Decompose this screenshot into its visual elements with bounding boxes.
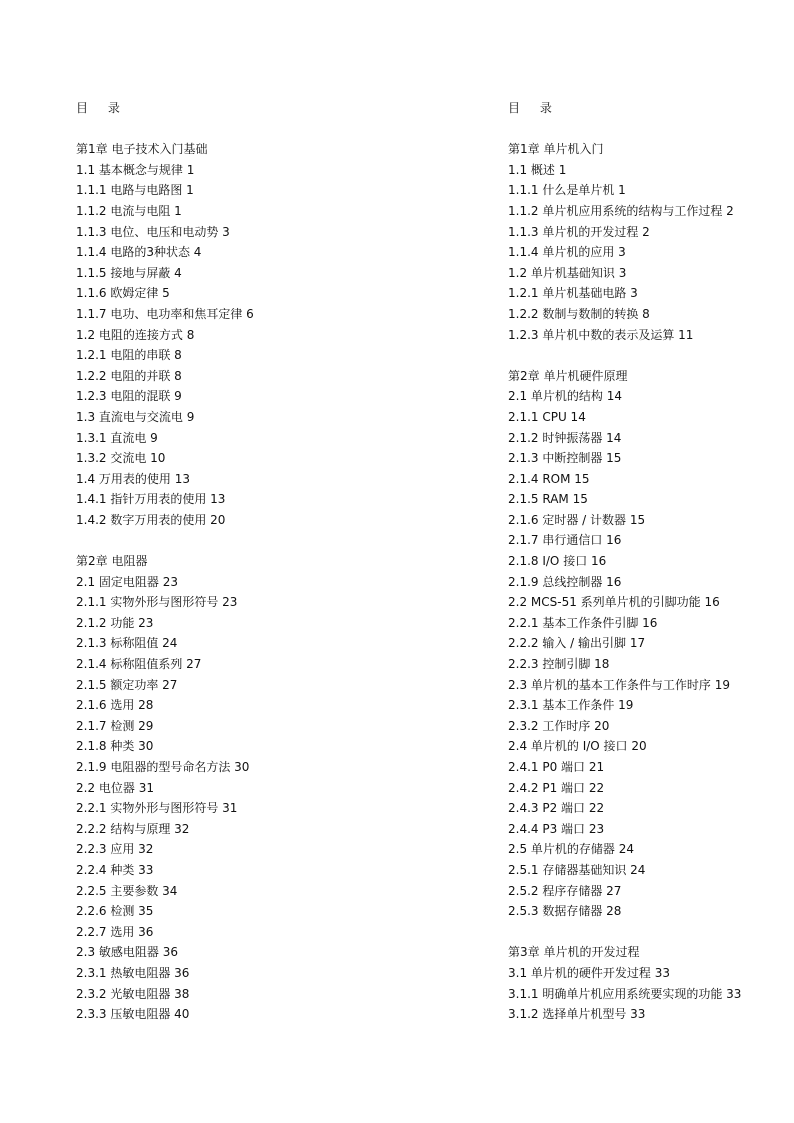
toc-entry: 1.2.2 数制与数制的转换 8 bbox=[508, 306, 650, 321]
toc-entry: 1.2.3 电阻的混联 9 bbox=[76, 389, 182, 404]
toc-entry: 2.1.4 ROM 15 bbox=[508, 471, 590, 486]
toc-entry: 2.1.7 串行通信口 16 bbox=[508, 533, 622, 548]
toc-entry: 2.3.1 基本工作条件 19 bbox=[508, 698, 634, 713]
toc-right-column bbox=[508, 98, 794, 1025]
toc-entry: 2.1.9 电阻器的型号命名方法 30 bbox=[76, 760, 250, 774]
toc-entry: 3.1.1 明确单片机应用系统要实现的功能 33 bbox=[508, 986, 742, 1001]
toc-entry: 1.1.4 单片机的应用 3 bbox=[508, 245, 626, 260]
toc-entry: 1.1.1 电路与电路图 1 bbox=[76, 183, 194, 198]
toc-entry: 2.2.7 选用 36 bbox=[76, 924, 154, 939]
toc-entry: 2.1.8 I/O 接口 16 bbox=[508, 554, 607, 569]
toc-entry: 2.1.2 时钟振荡器 14 bbox=[508, 430, 622, 445]
toc-entry: 2.4.1 P0 端口 21 bbox=[508, 760, 605, 774]
toc-entry: 1.1 基本概念与规律 1 bbox=[76, 162, 195, 177]
toc-entry: 1.1.2 电流与电阻 1 bbox=[76, 203, 182, 218]
toc-entry: 3.1 单片机的硬件开发过程 33 bbox=[508, 965, 670, 980]
toc-entry: 第2章 电阻器 bbox=[76, 554, 148, 569]
toc-spacer bbox=[508, 345, 794, 366]
toc-entry: 1.1.2 单片机应用系统的结构与工作过程 2 bbox=[508, 203, 734, 218]
toc-entry: 2.1.8 种类 30 bbox=[76, 739, 154, 754]
toc-entry: 2.2.6 检测 35 bbox=[76, 904, 154, 919]
toc-entry: 1.4.2 数字万用表的使用 20 bbox=[76, 512, 226, 527]
toc-entry: 2.3.2 光敏电阻器 38 bbox=[76, 986, 190, 1001]
toc-entry: 2.5.2 程序存储器 27 bbox=[508, 883, 622, 898]
toc-left-list bbox=[76, 139, 476, 1025]
toc-entry: 1.3 直流电与交流电 9 bbox=[76, 409, 195, 424]
toc-entry: 2.1.4 标称阻值系列 27 bbox=[76, 657, 202, 672]
toc-entry: 2.1.2 功能 23 bbox=[76, 615, 154, 630]
toc-entry: 3.1.2 选择单片机型号 33 bbox=[508, 1007, 646, 1022]
toc-entry: 2.1.5 额定功率 27 bbox=[76, 677, 178, 692]
toc-entry: 1.3.2 交流电 10 bbox=[76, 451, 166, 466]
toc-entry: 第1章 电子技术入门基础 bbox=[76, 142, 208, 157]
toc-entry: 1.2.2 电阻的并联 8 bbox=[76, 368, 182, 383]
toc-entry: 2.4.2 P1 端口 22 bbox=[508, 780, 605, 795]
toc-entry: 1.1.3 单片机的开发过程 2 bbox=[508, 224, 650, 239]
toc-entry: 2.1.7 检测 29 bbox=[76, 718, 154, 733]
toc-entry: 2.2.2 结构与原理 32 bbox=[76, 821, 190, 836]
toc-entry: 2.2.2 输入 / 输出引脚 17 bbox=[508, 636, 646, 651]
toc-left-title: 目 录 bbox=[76, 101, 128, 115]
toc-entry: 第2章 单片机硬件原理 bbox=[508, 368, 628, 383]
toc-entry: 1.1 概述 1 bbox=[508, 162, 567, 177]
toc-entry: 2.1.6 选用 28 bbox=[76, 698, 154, 713]
toc-entry: 1.2 单片机基础知识 3 bbox=[508, 265, 627, 280]
toc-entry: 2.1.9 总线控制器 16 bbox=[508, 574, 622, 589]
toc-entry: 1.2.3 单片机中数的表示及运算 11 bbox=[508, 327, 694, 342]
toc-entry: 1.3.1 直流电 9 bbox=[76, 430, 158, 445]
toc-entry: 2.3 敏感电阻器 36 bbox=[76, 945, 178, 960]
toc-entry: 2.2.1 基本工作条件引脚 16 bbox=[508, 615, 658, 630]
toc-entry: 1.2.1 电阻的串联 8 bbox=[76, 348, 182, 363]
toc-entry: 1.4.1 指针万用表的使用 13 bbox=[76, 492, 226, 507]
toc-entry: 2.3 单片机的基本工作条件与工作时序 19 bbox=[508, 677, 730, 692]
toc-left-column bbox=[76, 98, 476, 1025]
toc-entry: 2.2.3 控制引脚 18 bbox=[508, 657, 610, 672]
title-spacer bbox=[76, 119, 476, 140]
toc-entry: 1.1.4 电路的3种状态 4 bbox=[76, 245, 202, 260]
toc-entry: 1.1.1 什么是单片机 1 bbox=[508, 183, 626, 198]
title-spacer bbox=[508, 119, 794, 140]
toc-entry: 1.1.7 电功、电功率和焦耳定律 6 bbox=[76, 306, 254, 321]
toc-entry: 2.4.3 P2 端口 22 bbox=[508, 801, 605, 816]
toc-entry: 2.1 单片机的结构 14 bbox=[508, 389, 622, 404]
toc-entry: 2.1.6 定时器 / 计数器 15 bbox=[508, 512, 646, 527]
toc-entry: 1.4 万用表的使用 13 bbox=[76, 471, 190, 486]
toc-entry: 2.2 电位器 31 bbox=[76, 780, 154, 795]
toc-entry: 1.1.6 欧姆定律 5 bbox=[76, 286, 170, 301]
toc-entry: 2.5.3 数据存储器 28 bbox=[508, 904, 622, 919]
toc-entry: 第1章 单片机入门 bbox=[508, 142, 604, 157]
toc-right-list bbox=[508, 139, 794, 1025]
toc-entry: 2.2.1 实物外形与图形符号 31 bbox=[76, 801, 238, 816]
toc-entry: 2.2.3 应用 32 bbox=[76, 842, 154, 857]
toc-entry: 1.2.1 单片机基础电路 3 bbox=[508, 286, 638, 301]
toc-entry: 2.3.2 工作时序 20 bbox=[508, 718, 610, 733]
toc-spacer bbox=[508, 922, 794, 943]
toc-entry: 2.5.1 存储器基础知识 24 bbox=[508, 862, 646, 877]
toc-entry: 1.1.3 电位、电压和电动势 3 bbox=[76, 224, 230, 239]
toc-entry: 2.4 单片机的 I/O 接口 20 bbox=[508, 739, 647, 754]
toc-entry: 2.1 固定电阻器 23 bbox=[76, 574, 178, 589]
toc-entry: 1.2 电阻的连接方式 8 bbox=[76, 327, 195, 342]
toc-entry: 2.2 MCS-51 系列单片机的引脚功能 16 bbox=[508, 595, 720, 610]
toc-entry: 2.3.1 热敏电阻器 36 bbox=[76, 965, 190, 980]
toc-entry: 2.2.5 主要参数 34 bbox=[76, 883, 178, 898]
toc-entry: 2.1.1 CPU 14 bbox=[508, 409, 586, 424]
toc-entry: 2.3.3 压敏电阻器 40 bbox=[76, 1007, 190, 1022]
toc-entry: 2.5 单片机的存储器 24 bbox=[508, 842, 634, 857]
toc-entry: 1.1.5 接地与屏蔽 4 bbox=[76, 265, 182, 280]
toc-entry: 2.1.3 中断控制器 15 bbox=[508, 451, 622, 466]
toc-entry: 2.4.4 P3 端口 23 bbox=[508, 821, 605, 836]
toc-right-title: 目 录 bbox=[508, 101, 560, 115]
toc-spacer bbox=[76, 530, 476, 551]
toc-entry: 2.1.3 标称阻值 24 bbox=[76, 636, 178, 651]
toc-entry: 2.1.5 RAM 15 bbox=[508, 492, 588, 507]
toc-entry: 2.1.1 实物外形与图形符号 23 bbox=[76, 595, 238, 610]
toc-entry: 2.2.4 种类 33 bbox=[76, 862, 154, 877]
toc-entry: 第3章 单片机的开发过程 bbox=[508, 945, 640, 960]
